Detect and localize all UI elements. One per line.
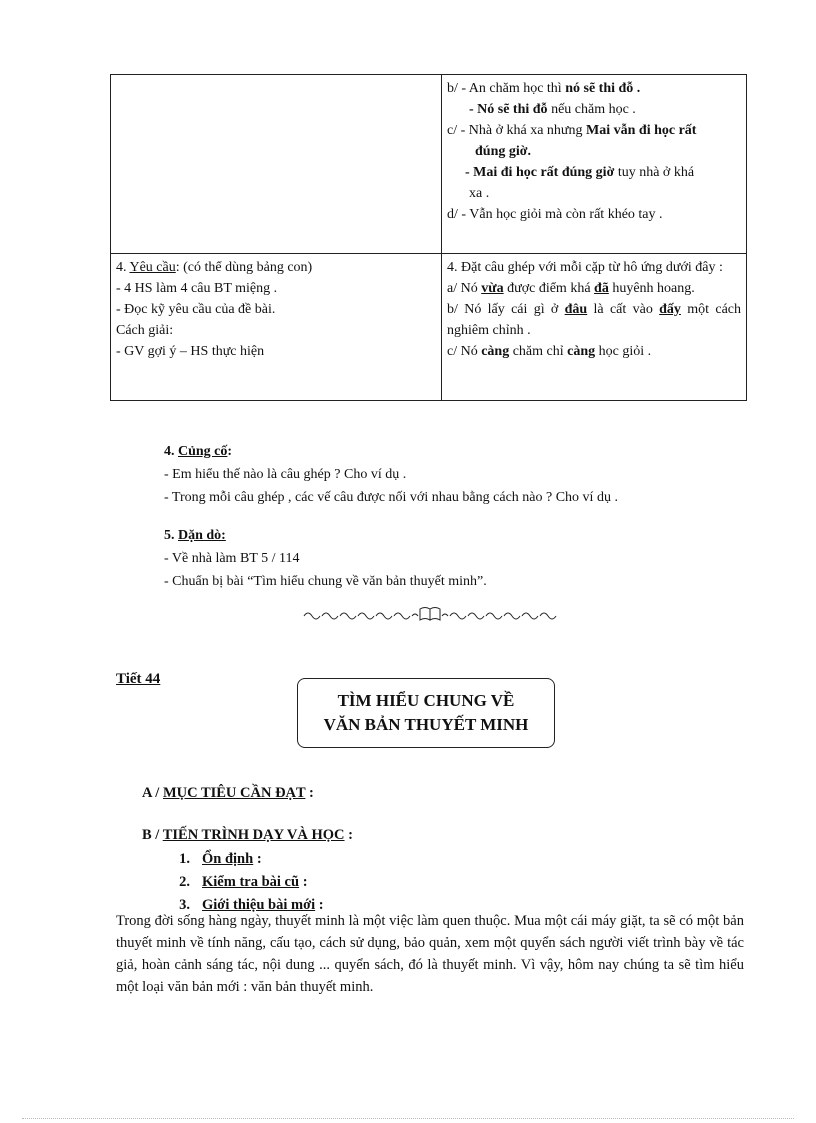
dan-do-heading: 5. Dặn dò: [164,528,226,543]
table-row [111,75,747,254]
answer-b: b/ - An chăm học thì nó sẽ thi đỗ . [447,81,641,96]
lesson-title-box [297,678,555,748]
cung-co-section [164,440,618,509]
book-icon [420,608,440,621]
requirement-line: Cách giải: [116,323,174,338]
step-item: 2. Kiểm tra bài cũ : [179,874,308,890]
table-cell-empty [111,75,442,254]
period-label: Tiết 44 [116,671,161,687]
table-cell-exercise [442,254,747,401]
lesson-table [110,74,747,401]
answer-b-alt: - Nó sẽ thi đỗ nếu chăm học . [469,102,636,117]
answer-d: d/ - Vẫn học giỏi mà còn rất khéo tay . [447,207,663,222]
step-item: 3. Giới thiệu bài mới : [179,897,324,913]
dan-do-item: - Chuẩn bị bài “Tìm hiểu chung về văn bản thuyết minh”. [164,574,487,589]
ornament-divider [302,606,558,622]
answer-c-alt: - Mai đi học rất đúng giờ tuy nhà ở khá [465,165,695,180]
answer-c-alt-cont: xa . [469,186,490,201]
requirement-heading: 4. Yêu cầu: (có thể dùng bảng con) [116,260,313,275]
cung-co-item: - Em hiểu thế nào là câu ghép ? Cho ví dụ . [164,467,407,482]
page-bottom-border [22,1118,794,1119]
requirement-line: - 4 HS làm 4 câu BT miệng . [116,281,278,296]
table-cell-requirements [111,254,442,401]
dan-do-item: - Về nhà làm BT 5 / 114 [164,551,300,566]
section-a-heading: A / MỤC TIÊU CẦN ĐẠT : [142,785,314,801]
intro-paragraph: Trong đời sống hàng ngày, thuyết minh là một việc làm quen thuộc. Mua một cái máy giặt, ta sẽ có một bản thuyết minh về tính năng, cấu tạo, cách sử dụng, bảo quản, xem một quyển sách người viết trình bày về tác giả, hoàn cảnh sáng tác, nội dung ... quyển sách, đó là thuyết minh. Vì vậy, hôm nay chúng ta sẽ tìm hiểu một loại văn bản mới : văn bản thuyết minh. [116,913,744,995]
exercise-c: c/ Nó càng chăm chỉ càng học giỏi . [447,344,652,359]
dan-do-section [164,524,487,593]
table-row [111,254,747,401]
lesson-title-line: TÌM HIỂU CHUNG VỀ [337,691,515,710]
exercise-b: b/ Nó lấy cái gì ở đâu là cất vào đấy một cách nghiêm chỉnh . [447,302,741,338]
ornament-left [304,613,418,619]
lesson-title-line: VĂN BẢN THUYẾT MINH [323,715,529,734]
exercise-task: 4. Đặt câu ghép với mỗi cặp từ hô ứng dưới đây : [447,260,723,275]
exercise-a: a/ Nó vừa được điểm khá đã huyênh hoang. [447,281,695,296]
answer-c-cont: đúng giờ. [475,144,531,159]
table-cell-answers [442,75,747,254]
section-b-heading: B / TIẾN TRÌNH DẠY VÀ HỌC : [142,827,353,843]
requirement-line: - Đọc kỹ yêu cầu của đề bài. [116,302,276,317]
ornament-right [442,613,556,619]
requirement-line: - GV gợi ý – HS thực hiện [116,344,265,359]
section-b-steps [168,848,324,917]
cung-co-heading: 4. Củng cố: [164,444,233,459]
cung-co-item: - Trong mỗi câu ghép , các vế câu được nối với nhau bằng cách nào ? Cho ví dụ . [164,490,618,505]
answer-c: c/ - Nhà ở khá xa nhưng Mai vẫn đi học rất [447,123,697,138]
step-item: 1. Ổn định : [179,851,262,867]
